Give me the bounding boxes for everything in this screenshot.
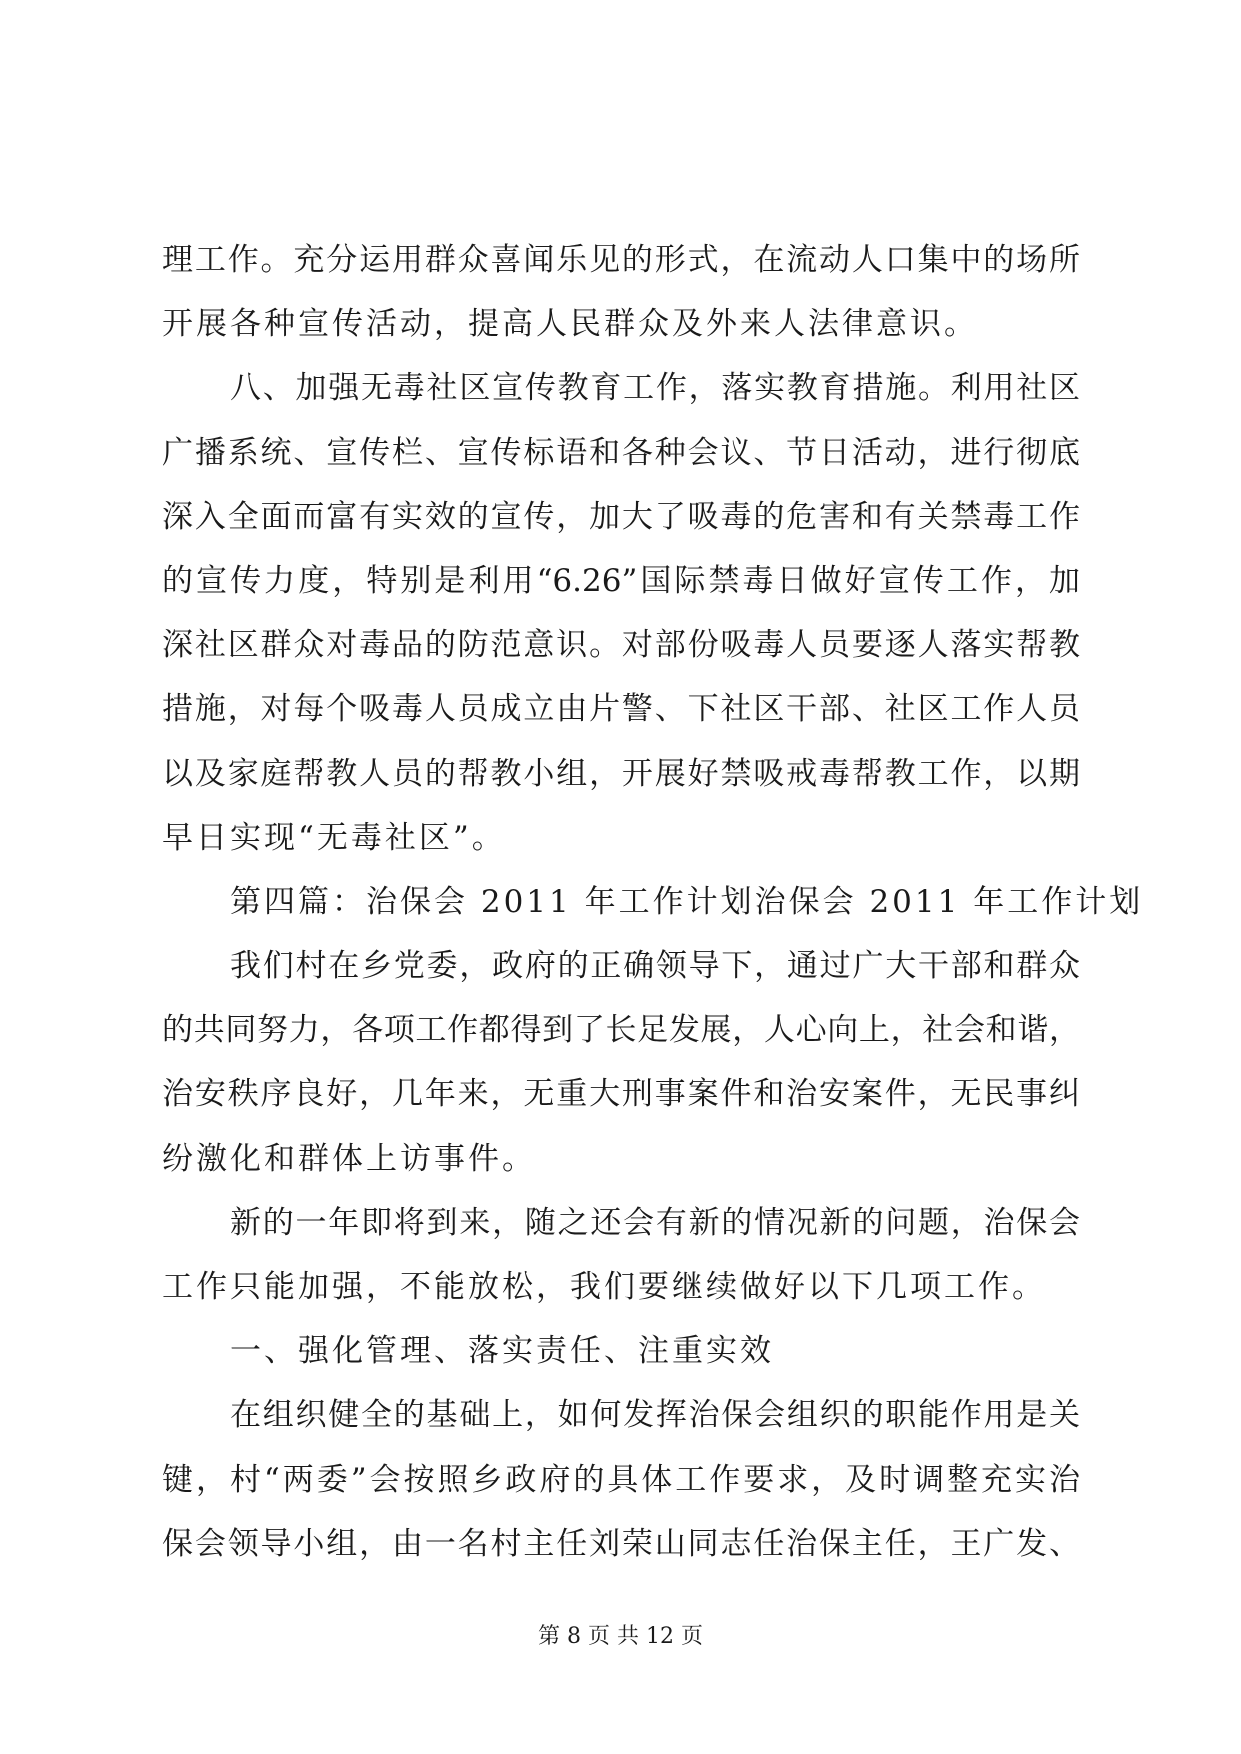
text-line: 治安秩序良好，几年来，无重大刑事案件和治安案件，无民事纠: [162, 1076, 1080, 1113]
text-line: 新的一年即将到来，随之还会有新的情况新的问题，治保会: [230, 1204, 1080, 1241]
section-heading-line: 八、加强无毒社区宣传教育工作，落实教育措施。利用社区: [230, 370, 1080, 407]
text-line: 理工作。充分运用群众喜闻乐见的形式，在流动人口集中的场所: [162, 242, 1080, 278]
section-heading-line: 一、强化管理、落实责任、注重实效: [230, 1333, 774, 1370]
document-body: [162, 228, 1144, 1576]
text-line: 的宣传力度，特别是利用“6.26”国际禁毒日做好宣传工作，加: [162, 562, 1080, 599]
text-line: 纷激化和群体上访事件。: [162, 1140, 536, 1177]
text-line: 键，村“两委”会按照乡政府的具体工作要求，及时调整充实治: [162, 1461, 1080, 1498]
text-line: 以及家庭帮教人员的帮教小组，开展好禁吸戒毒帮教工作，以期: [162, 755, 1080, 792]
text-line: 深社区群众对毒品的防范意识。对部份吸毒人员要逐人落实帮教: [162, 627, 1080, 664]
page-number-footer: 第 8 页 共 12 页: [538, 1624, 703, 1649]
text-line: 保会领导小组，由一名村主任刘荣山同志任治保主任，王广发、: [162, 1525, 1080, 1562]
text-line: 我们村在乡党委，政府的正确领导下，通过广大干部和群众: [230, 948, 1080, 985]
text-line: 深入全面而富有实效的宣传，加大了吸毒的危害和有关禁毒工作: [162, 498, 1080, 535]
text-line: 在组织健全的基础上，如何发挥治保会组织的职能作用是关: [230, 1397, 1080, 1434]
text-line: 工作只能加强，不能放松，我们要继续做好以下几项工作。: [162, 1269, 1046, 1305]
text-line: 措施，对每个吸毒人员成立由片警、下社区干部、社区工作人员: [162, 691, 1080, 728]
article-title-line: 第四篇：治保会 2011 年工作计划治保会 2011 年工作计划: [230, 883, 1144, 920]
text-line: 开展各种宣传活动，提高人民群众及外来人法律意识。: [162, 306, 978, 343]
text-line: 的共同努力，各项工作都得到了长足发展，人心向上，社会和谐，: [162, 1012, 1080, 1049]
text-line: 广播系统、宣传栏、宣传标语和各种会议、节日活动，进行彻底: [162, 434, 1080, 471]
text-line: 早日实现“无毒社区”。: [162, 819, 506, 856]
